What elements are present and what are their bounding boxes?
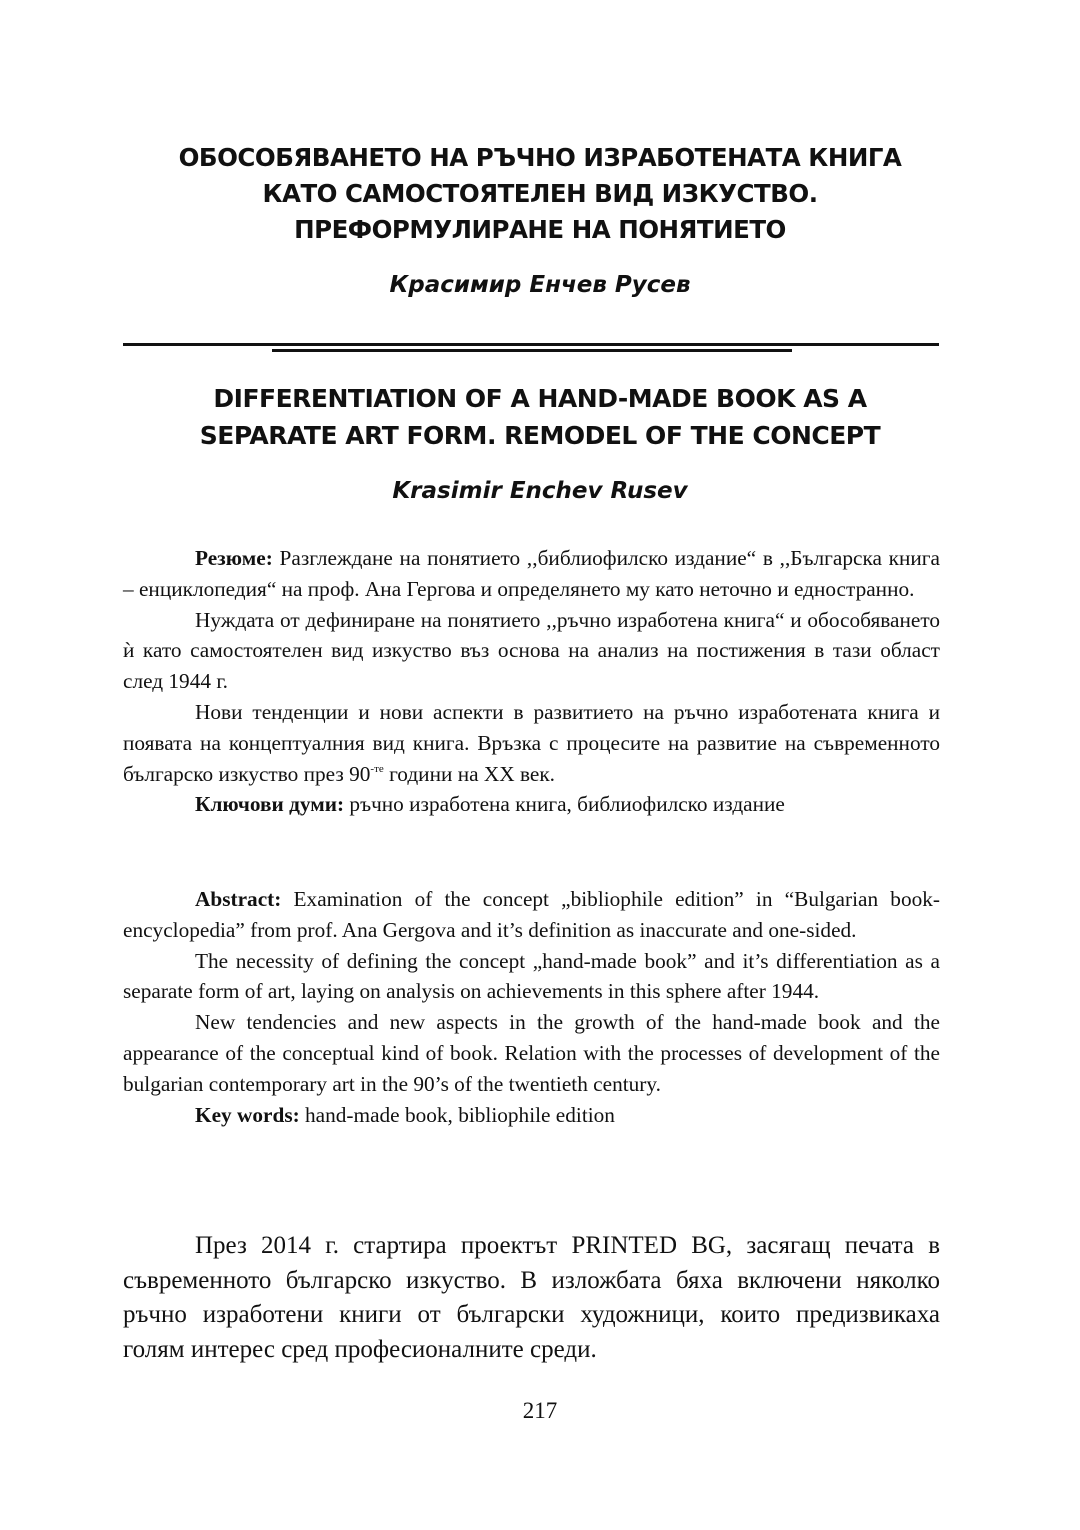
abstract-text: The necessity of defining the concept „hand-made book” and it’s differentiation as a separate form of art, laying on analysis on achievements in this sphere after 1944. bbox=[123, 948, 940, 1004]
abstract-text: Нуждата от дефиниране на понятието ,,ръчно изработена книга“ и обособяването ѝ като самостоятелен вид изкуство въз основа на анализ на постижения в тази област след 1944 г. bbox=[123, 607, 940, 694]
abstract-text: New tendencies and new aspects in the growth of the hand-made book and the appearance of the conceptual kind of book. Relation with the processes of development of the bulgarian contemporary art in the 90’s of the twentieth century. bbox=[123, 1010, 940, 1096]
abstract-paragraph bbox=[123, 946, 940, 1008]
keywords-text: hand-made book, bibliophile edition bbox=[299, 1102, 615, 1127]
bulgarian-title bbox=[100, 140, 980, 248]
abstract-text: години на XX век. bbox=[383, 761, 556, 786]
divider-long bbox=[123, 343, 939, 346]
keywords-line bbox=[123, 1100, 940, 1131]
abstract-paragraph bbox=[123, 697, 940, 789]
abstract-paragraph bbox=[123, 884, 940, 946]
abstract-paragraph bbox=[123, 605, 940, 697]
abstract-label: Abstract: bbox=[195, 887, 282, 911]
bulgarian-author: Красимир Енчев Русев bbox=[389, 272, 691, 298]
bulgarian-abstract bbox=[123, 543, 940, 820]
english-title bbox=[100, 380, 980, 454]
english-abstract bbox=[123, 884, 940, 1130]
abstract-label: Резюме: bbox=[195, 546, 273, 570]
bulgarian-title-line: КАТО САМОСТОЯТЕЛЕН ВИД ИЗКУСТВО. bbox=[262, 179, 818, 208]
divider-short bbox=[272, 349, 792, 352]
keywords-text: ръчно изработена книга, библиофилско издание bbox=[344, 792, 785, 817]
keywords-line bbox=[123, 789, 940, 820]
keywords-label: Key words: bbox=[195, 1102, 300, 1127]
body-text bbox=[123, 1229, 940, 1367]
abstract-text: Разглеждане на понятието ,,библиофилско издание“ в ,,Българска книга – енциклопедия“ на проф. Ана Гергова и определянето му като неточно и едностранно. bbox=[123, 546, 940, 601]
body-paragraph: През 2014 г. стартира проектът PRINTED BG, засягащ печата в съвременното българско изкуство. В изложбата бяха включени няколко ръчно изработени книги от български художници, които предизвикаха голям интерес сред професионалните среди. bbox=[123, 1232, 940, 1363]
bulgarian-title-line: ПРЕФОРМУЛИРАНЕ НА ПОНЯТИЕТО bbox=[294, 215, 786, 244]
page-number: 217 bbox=[522, 1398, 558, 1423]
english-author: Krasimir Enchev Rusev bbox=[392, 478, 688, 504]
english-title-line: DIFFERENTIATION OF A HAND-MADE BOOK AS A bbox=[213, 384, 867, 413]
abstract-paragraph bbox=[123, 543, 940, 605]
abstract-text: Нови тенденции и нови аспекти в развитието на ръчно изработената книга и появата на концептуалния вид книга. Връзка с процесите на развитие на съвременното българско изкуство през 90 bbox=[123, 699, 940, 786]
abstract-text: Examination of the concept „bibliophile edition” in “Bulgarian book-encyclopedia” from prof. Ana Gergova and it’s definition as inaccurate and one-sided. bbox=[123, 887, 940, 942]
keywords-label: Ключови думи: bbox=[195, 792, 345, 817]
abstract-paragraph bbox=[123, 1007, 940, 1099]
english-title-line: SEPARATE ART FORM. REMODEL OF THE CONCEPT bbox=[199, 421, 881, 450]
superscript: -те bbox=[370, 762, 384, 775]
bulgarian-title-line: ОБОСОБЯВАНЕТО НА РЪЧНО ИЗРАБОТЕНАТА КНИГА bbox=[178, 143, 902, 172]
